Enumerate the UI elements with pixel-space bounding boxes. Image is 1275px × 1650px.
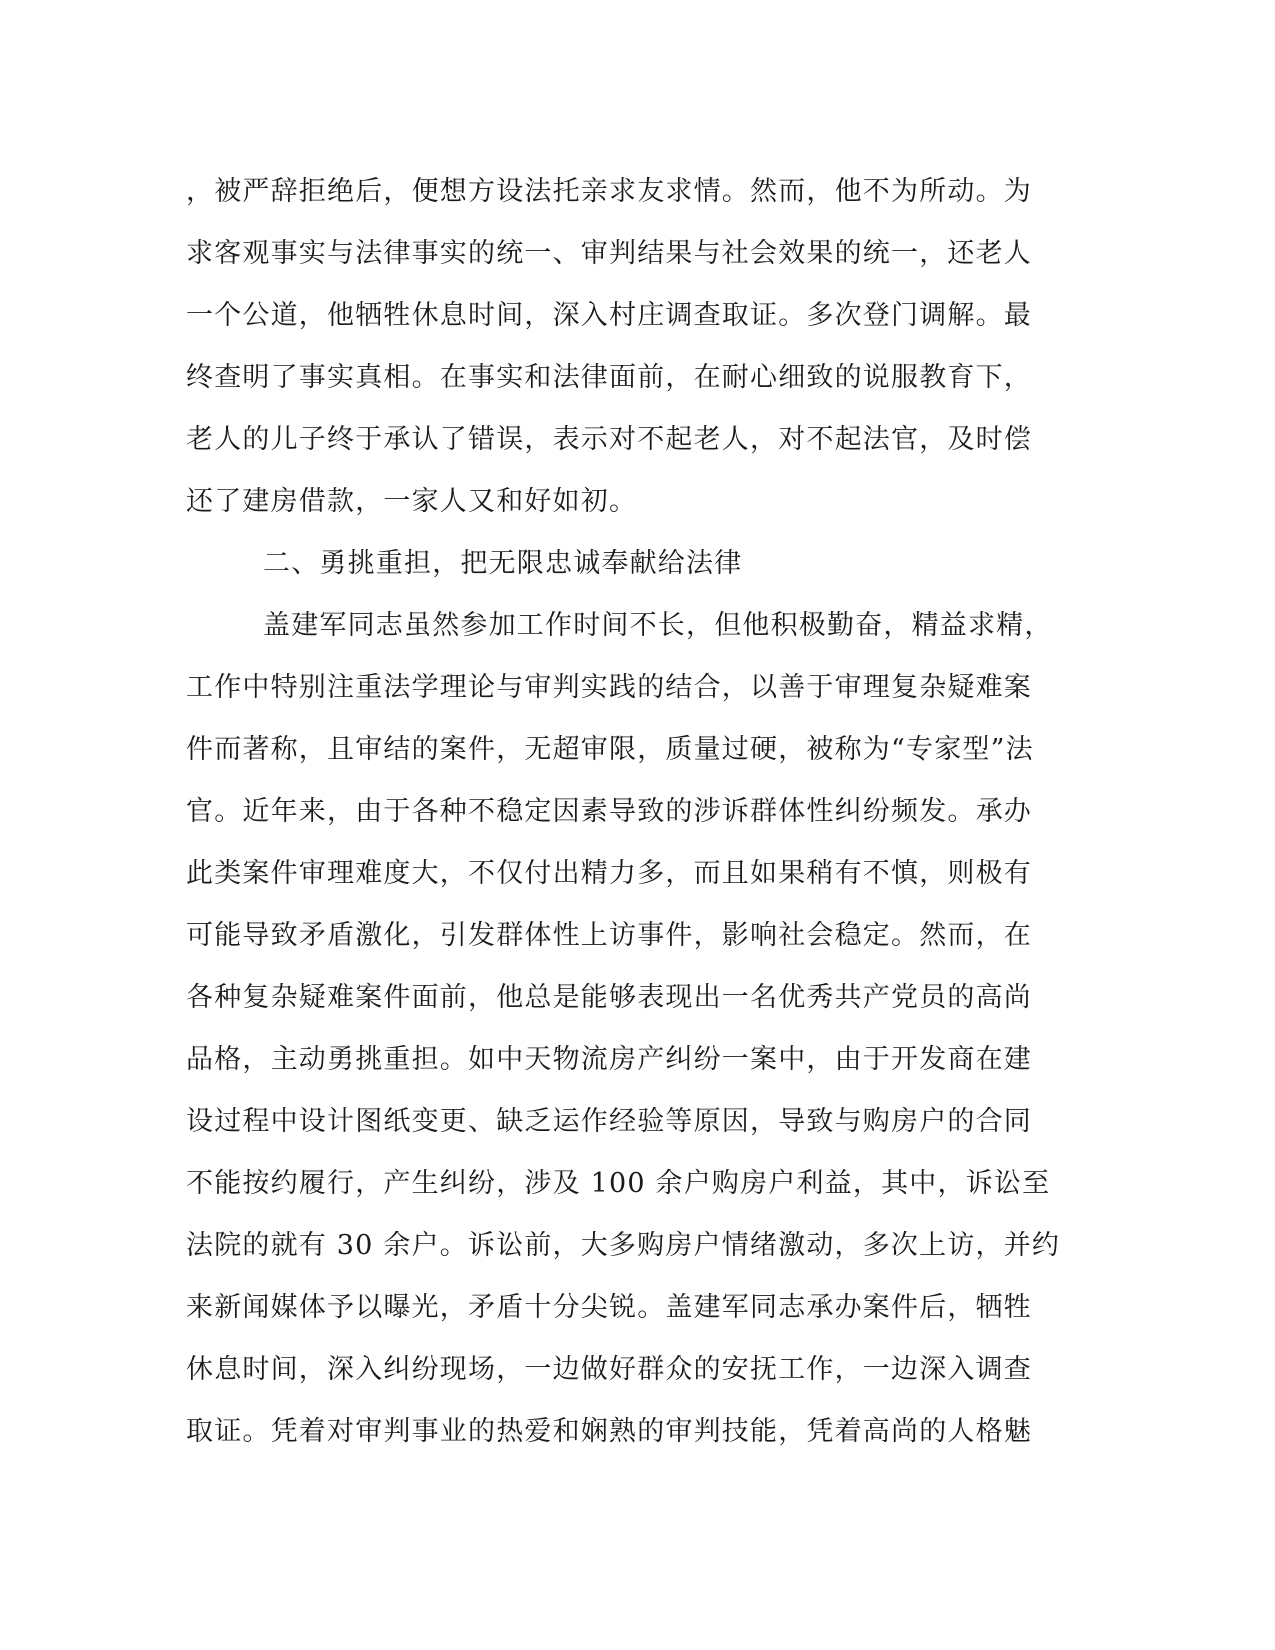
text-line: 休息时间，深入纠纷现场，一边做好群众的安抚工作，一边深入调查 bbox=[186, 1354, 1032, 1385]
text-line: 此类案件审理难度大，不仅付出精力多，而且如果稍有不慎，则极有 bbox=[186, 858, 1032, 889]
text-line: 工作中特别注重法学理论与审判实践的结合，以善于审理复杂疑难案 bbox=[186, 672, 1032, 703]
text-line: 来新闻媒体予以曝光，矛盾十分尖锐。盖建军同志承办案件后，牺牲 bbox=[186, 1292, 1032, 1323]
text-line: 件而著称，且审结的案件，无超审限，质量过硬，被称为“专家型”法 bbox=[186, 734, 1034, 765]
text-line: 老人的儿子终于承认了错误，表示对不起老人，对不起法官，及时偿 bbox=[186, 424, 1032, 455]
section-heading: 二、勇挑重担，把无限忠诚奉献给法律 bbox=[263, 548, 743, 579]
text-line: 法院的就有 30 余户。诉讼前，大多购房户情绪激动，多次上访，并约 bbox=[186, 1230, 1061, 1261]
text-line: 各种复杂疑难案件面前，他总是能够表现出一名优秀共产党员的高尚 bbox=[186, 982, 1032, 1013]
text-line: 求客观事实与法律事实的统一、审判结果与社会效果的统一，还老人 bbox=[186, 238, 1032, 269]
paragraph-continuation bbox=[186, 161, 1086, 533]
text-line: 不能按约履行，产生纠纷，涉及 100 余户购房户利益，其中，诉讼至 bbox=[186, 1168, 1051, 1199]
text-line: 还了建房借款，一家人又和好如初。 bbox=[186, 486, 638, 517]
text-line: 取证。凭着对审判事业的热爱和娴熟的审判技能，凭着高尚的人格魅 bbox=[186, 1416, 1032, 1447]
section-body bbox=[186, 533, 1086, 1463]
text-line: 官。近年来，由于各种不稳定因素导致的涉诉群体性纠纷频发。承办 bbox=[186, 796, 1032, 827]
text-line: 品格，主动勇挑重担。如中天物流房产纠纷一案中，由于开发商在建 bbox=[186, 1044, 1032, 1075]
text-line: 一个公道，他牺牲休息时间，深入村庄调查取证。多次登门调解。最 bbox=[186, 300, 1032, 331]
text-line: ，被严辞拒绝后，便想方设法托亲求友求情。然而，他不为所动。为 bbox=[186, 176, 1032, 207]
text-line: 盖建军同志虽然参加工作时间不长，但他积极勤奋，精益求精， bbox=[263, 610, 1053, 641]
text-line: 设过程中设计图纸变更、缺乏运作经验等原因，导致与购房户的合同 bbox=[186, 1106, 1032, 1137]
text-line: 终查明了事实真相。在事实和法律面前，在耐心细致的说服教育下， bbox=[186, 362, 1032, 393]
text-line: 可能导致矛盾激化，引发群体性上访事件，影响社会稳定。然而，在 bbox=[186, 920, 1032, 951]
